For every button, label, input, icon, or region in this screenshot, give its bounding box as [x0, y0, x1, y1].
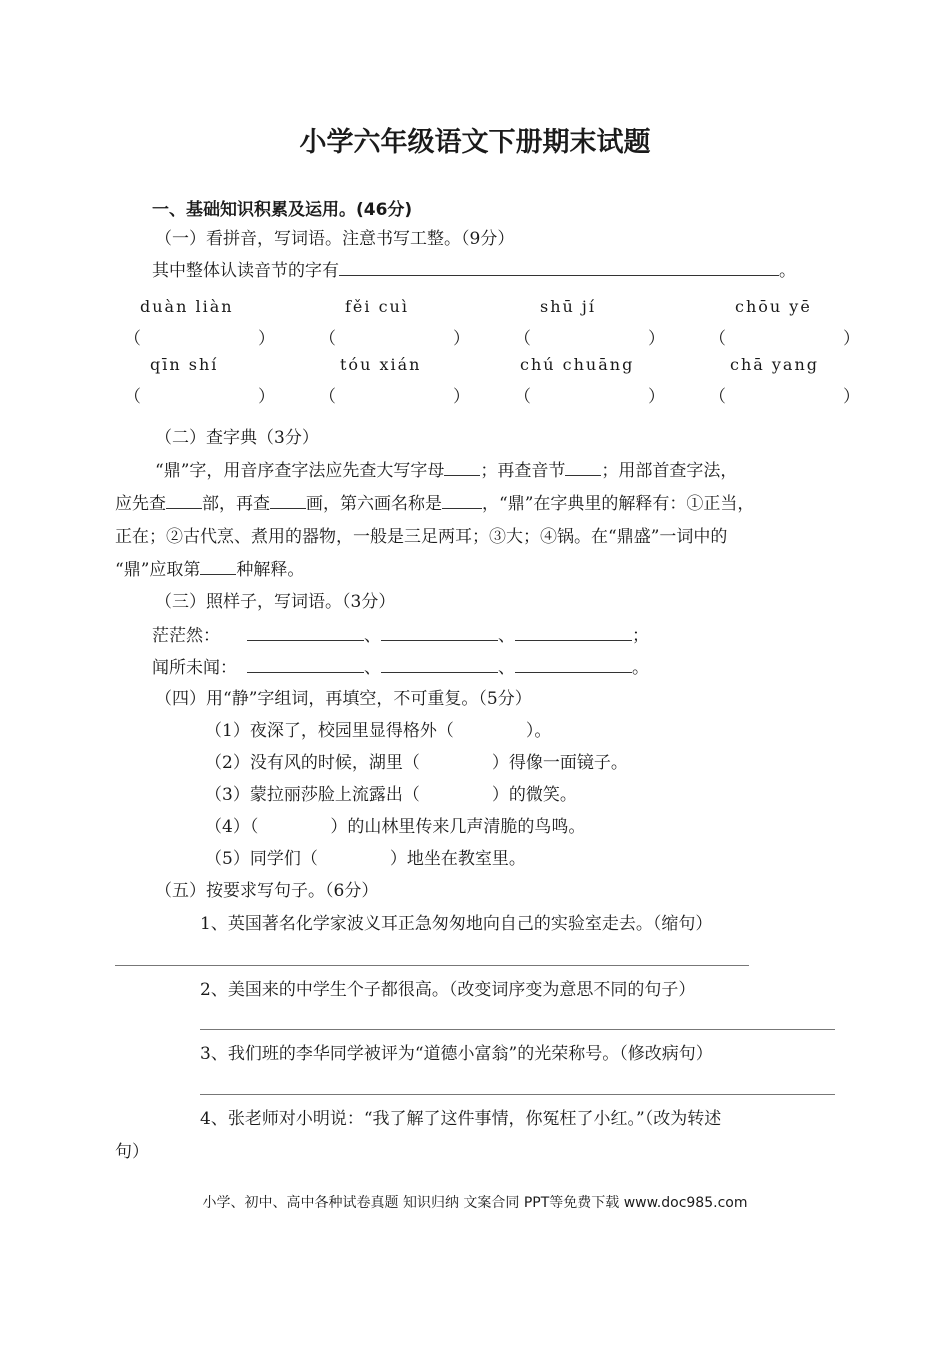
- paren-close: ）: [648, 387, 665, 407]
- line2-a: 应先查: [115, 494, 166, 514]
- paren-close: ）: [453, 329, 470, 349]
- item-text-a: （5）同学们（: [205, 849, 318, 869]
- blank-word[interactable]: [381, 658, 498, 673]
- row-end: ；: [632, 626, 649, 646]
- blank-radical[interactable]: [166, 494, 202, 509]
- pinyin-1-3: shū jí: [540, 297, 596, 316]
- blank-word[interactable]: [515, 626, 632, 641]
- line1-c: ；用部首查字法，: [601, 461, 738, 481]
- part2-line1: [155, 460, 737, 482]
- blank-word[interactable]: [247, 658, 364, 673]
- separator: 、: [498, 626, 515, 646]
- part3-row2: [152, 657, 649, 679]
- part1-prompt: [152, 260, 796, 282]
- paren-close: ）: [843, 329, 860, 349]
- blank-stroke-name[interactable]: [442, 494, 482, 509]
- item-text-b: ）地坐在教室里。: [389, 849, 526, 869]
- blank-word[interactable]: [515, 658, 632, 673]
- example-word-2: 闻所未闻：: [152, 658, 237, 678]
- part2-heading: （二）查字典（3分）: [155, 428, 319, 448]
- paren-open: （: [514, 329, 531, 349]
- paren-close: ）: [258, 329, 275, 349]
- part5-q3: 3、我们班的李华同学被评为“道德小富翁”的光荣称号。（修改病句）: [200, 1044, 713, 1064]
- prompt-start: 其中整体认读音节的字有: [152, 261, 339, 281]
- blank-meaning[interactable]: [200, 560, 236, 575]
- line1-a: “鼎”字，用音序查字法应先查大写字母: [155, 461, 445, 481]
- separator: 、: [364, 626, 381, 646]
- paren-open: （: [124, 329, 141, 349]
- blank-initial[interactable]: [444, 461, 480, 476]
- part4-item-2: [205, 752, 628, 774]
- part5-q4-line1: 4、张老师对小明说：“我了解了这件事情，你冤枉了小红。”（改为转述: [200, 1109, 722, 1129]
- part3-heading: （三）照样子，写词语。（3分）: [155, 592, 396, 612]
- part3-row1: [152, 625, 649, 647]
- pinyin-2-3: chú chuāng: [520, 355, 635, 374]
- separator: 、: [364, 658, 381, 678]
- item-text-a: （3）蒙拉丽莎脸上流露出（: [205, 785, 420, 805]
- paren-open: （: [709, 329, 726, 349]
- part4-item-1: [205, 720, 551, 742]
- pinyin-2-1: qīn shí: [150, 355, 219, 374]
- line2-b: 部，再查: [202, 494, 270, 514]
- section1-heading: 一、基础知识积累及运用。(46分): [152, 200, 413, 220]
- pinyin-2-4: chā yang: [730, 355, 820, 374]
- item-text-b: ）的山林里传来几声清脆的鸟鸣。: [330, 817, 586, 837]
- item-text-a: （2）没有风的时候，湖里（: [205, 753, 420, 773]
- prompt-blank[interactable]: [339, 261, 779, 276]
- part2-line3: 正在；②古代烹、煮用的器物，一般是三足两耳；③大；④锅。在“鼎盛”一词中的: [115, 527, 728, 547]
- item-text-b: ）的微笑。: [491, 785, 577, 805]
- item-text-a: （4）（: [205, 817, 259, 837]
- item-text-a: （1）夜深了，校园里显得格外（: [205, 721, 454, 741]
- part2-line2: [115, 493, 754, 515]
- pinyin-1-1: duàn liàn: [140, 297, 234, 316]
- page-title: 小学六年级语文下册期末试题: [299, 127, 651, 158]
- paren-close: ）: [648, 329, 665, 349]
- paren-open: （: [319, 329, 336, 349]
- blank-word[interactable]: [247, 626, 364, 641]
- footer-text: 小学、初中、高中各种试卷真题 知识归纳 文案合同 PPT等免费下载 www.doc985.com: [202, 1195, 748, 1211]
- paren-open: （: [124, 387, 141, 407]
- example-word-1: 茫茫然：: [152, 626, 220, 646]
- pinyin-2-2: tóu xián: [340, 355, 422, 374]
- part4-item-3: [205, 784, 577, 806]
- answer-line-q3[interactable]: [200, 1094, 835, 1095]
- part2-line4: [115, 559, 304, 581]
- answer-line-q2[interactable]: [200, 1029, 835, 1030]
- paren-open: （: [514, 387, 531, 407]
- part4-heading: （四）用“静”字组词，再填空，不可重复。（5分）: [155, 689, 532, 709]
- line2-d: ，“鼎”在字典里的解释有：①正当，: [482, 494, 755, 514]
- pinyin-1-4: chōu yē: [735, 297, 812, 316]
- part4-item-4: [205, 816, 585, 838]
- separator: 、: [498, 658, 515, 678]
- prompt-end: 。: [779, 261, 796, 281]
- part5-q2: 2、美国来的中学生个子都很高。（改变词序变为意思不同的句子）: [200, 980, 696, 1000]
- line4-b: 种解释。: [236, 560, 305, 580]
- paren-close: ）: [843, 387, 860, 407]
- paren-close: ）: [453, 387, 470, 407]
- paren-close: ）: [258, 387, 275, 407]
- part5-q1: 1、英国著名化学家波义耳正急匆匆地向自己的实验室走去。（缩句）: [200, 914, 713, 934]
- line2-c: 画，第六画名称是: [306, 494, 442, 514]
- part5-heading: （五）按要求写句子。（6分）: [155, 881, 379, 901]
- answer-line-q1[interactable]: [115, 965, 749, 966]
- pinyin-1-2: fěi cuì: [345, 297, 409, 316]
- item-text-b: ）。: [525, 721, 552, 741]
- blank-strokes[interactable]: [270, 494, 306, 509]
- blank-syllable[interactable]: [565, 461, 601, 476]
- item-text-b: ）得像一面镜子。: [491, 753, 628, 773]
- paren-open: （: [709, 387, 726, 407]
- part1-heading: （一）看拼音，写词语。注意书写工整。（9分）: [155, 229, 515, 249]
- part4-item-5: [205, 848, 526, 870]
- line4-a: “鼎”应取第: [115, 560, 201, 580]
- row-end: 。: [632, 658, 649, 678]
- blank-word[interactable]: [381, 626, 498, 641]
- part5-q4-line2: 句）: [115, 1142, 149, 1162]
- paren-open: （: [319, 387, 336, 407]
- line1-b: ；再查音节: [480, 461, 566, 481]
